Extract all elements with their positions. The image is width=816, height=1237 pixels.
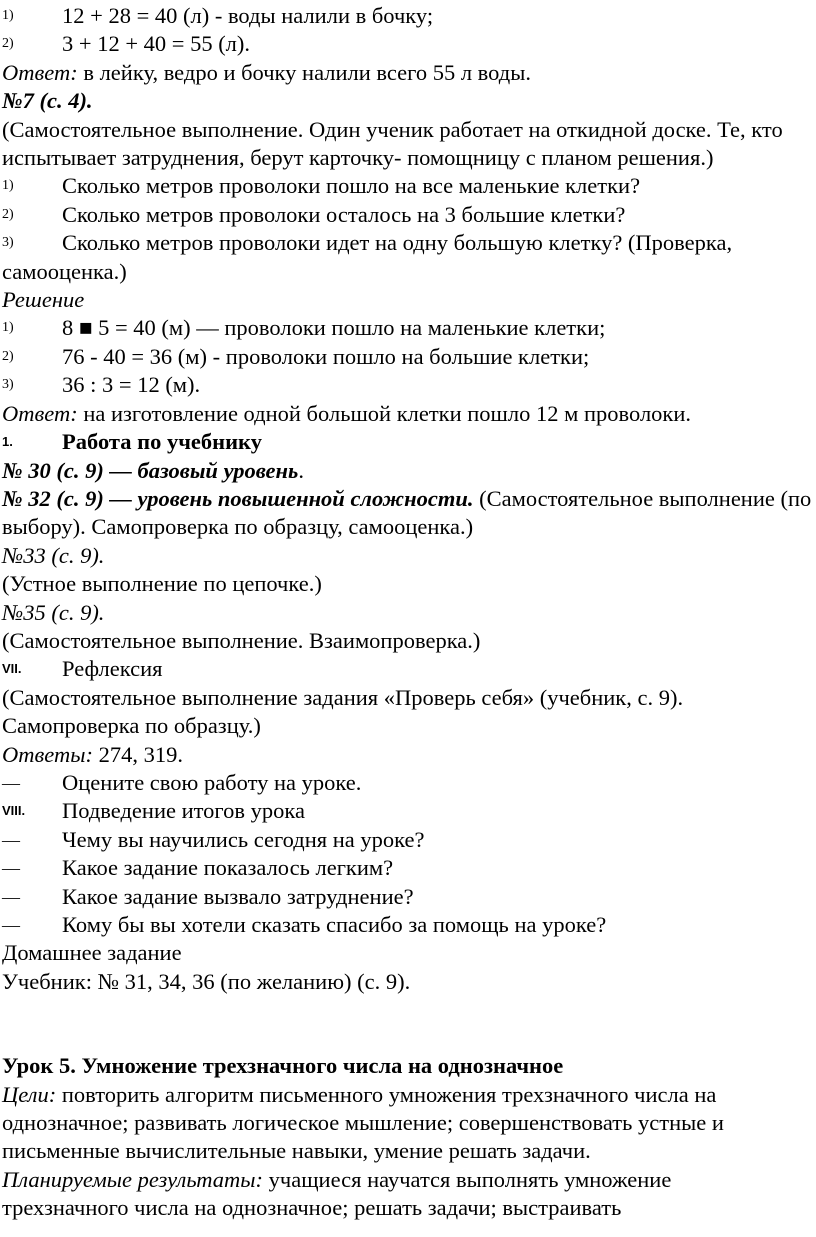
dash-marker: — [2, 886, 20, 907]
section-number: VII. [2, 661, 22, 677]
task-ref: №33 (с. 9). [2, 542, 105, 568]
task-note: (Устное выполнение по цепочке.) [2, 571, 322, 597]
answer-line [2, 59, 816, 87]
list-item [2, 343, 816, 371]
task-line [2, 457, 816, 485]
dash-marker: — [2, 829, 20, 850]
solution-step: 76 - 40 = 36 (м) - проволоки пошло на большие клетки; [62, 343, 590, 369]
list-item [2, 371, 816, 399]
results-text: учащиеся научатся выполнять умножение трехзначного числа на однозначное; решать задачи; выстраивать [2, 1166, 672, 1221]
task-heading: №7 (с. 4). [2, 88, 93, 114]
section-title: Подведение итогов урока [62, 798, 305, 824]
spacer [2, 996, 816, 1052]
question-text: Сколько метров проволоки осталось на 3 большие клетки? [62, 201, 626, 227]
list-marker: 2) [2, 206, 14, 222]
reflection-question: Оцените свою работу на уроке. [62, 769, 362, 795]
results-paragraph [2, 1166, 782, 1223]
list-item [2, 2, 816, 30]
solution-step: 8 ■ 5 = 40 (м) — проволоки пошло на маленькие клетки; [62, 315, 606, 341]
task-note: (Самостоятельное выполнение. Взаимопроверка.) [2, 627, 481, 653]
answer-line [2, 400, 816, 428]
goals-paragraph [2, 1081, 802, 1166]
list-item [2, 826, 816, 854]
list-marker: 3) [2, 377, 14, 393]
task-ref: № 30 (с. 9) — базовый уровень [2, 457, 299, 483]
task-note: (Самостоятельное выполнение (по выбору). Самопроверка по образцу, самооценка.) [2, 485, 812, 540]
answer-label: Ответ: [2, 59, 78, 85]
dash-marker: — [2, 858, 20, 879]
list-item [2, 30, 816, 58]
task-ref: №35 (с. 9). [2, 599, 105, 625]
task-ref-dot: . [298, 457, 304, 483]
list-marker: 1) [2, 178, 14, 194]
summary-question: Кому бы вы хотели сказать спасибо за помощь на уроке? [62, 912, 607, 937]
answer-text: в лейку, ведро и бочку налили всего 55 л воды. [77, 59, 531, 85]
results-label: Планируемые результаты: [2, 1166, 264, 1192]
list-item [2, 172, 816, 200]
solution-step: 36 : 3 = 12 (м). [62, 372, 201, 398]
list-item [2, 769, 816, 797]
section-number: 1. [2, 434, 13, 450]
list-item [2, 229, 816, 257]
list-item [2, 911, 816, 939]
question-text: Сколько метров проволоки пошло на все маленькие клетки? [62, 173, 641, 199]
task-line [2, 485, 814, 542]
question-continuation: самооценка.) [2, 258, 127, 284]
list-item [2, 854, 816, 882]
solution-heading: Решение [2, 287, 85, 313]
section-heading [2, 655, 816, 683]
list-item [2, 201, 816, 229]
list-item [2, 314, 816, 342]
section-heading [2, 428, 816, 456]
dash-marker: — [2, 915, 20, 935]
section-number: VIII. [2, 803, 26, 819]
calc-line: 12 + 28 = 40 (л) - воды налили в бочку; [62, 3, 434, 28]
section-title: Работа по учебнику [62, 429, 262, 455]
calc-line: 3 + 12 + 40 = 55 (л). [62, 31, 251, 57]
answer-label: Ответ: [2, 400, 78, 426]
section-heading [2, 797, 816, 825]
task-ref: № 32 (с. 9) — уровень повышенной сложности. [2, 485, 474, 511]
summary-question: Чему вы научились сегодня на уроке? [62, 826, 425, 852]
goals-label: Цели: [2, 1081, 57, 1107]
paragraph: (Самостоятельное выполнение задания «Проверь себя» (учебник, с. 9). Самопроверка по образцу.) [2, 684, 684, 739]
dash-marker: — [2, 772, 20, 793]
homework-text: Учебник: № 31, 34, 36 (по желанию) (с. 9). [2, 968, 411, 994]
list-marker: 2) [2, 36, 14, 52]
list-marker: 3) [2, 235, 14, 251]
answer-text: на изготовление одной большой клетки пошло 12 м проволоки. [77, 400, 692, 426]
list-marker: 1) [2, 320, 14, 336]
answer-label: Ответы: [2, 741, 93, 767]
summary-question: Какое задание показалось легким? [62, 855, 394, 881]
answer-line [2, 741, 816, 769]
section-title: Рефлексия [62, 656, 163, 682]
paragraph: (Самостоятельное выполнение. Один ученик работает на откидной доске. Те, кто испытывает затруднения, берут карточку- помощницу с планом решения.) [2, 116, 783, 171]
question-text: Сколько метров проволоки идет на одну большую клетку? (Проверка, [62, 230, 733, 256]
answer-text: 274, 319. [92, 741, 183, 767]
homework-heading: Домашнее задание [2, 940, 182, 966]
goals-text: повторить алгоритм письменного умножения трехзначного числа на однозначное; развивать логическое мышление; совершенствовать устные и письменные вычислительные навыки, умение решать задачи. [2, 1081, 724, 1164]
summary-question: Какое задание вызвало затруднение? [62, 883, 414, 909]
lesson-title: Урок 5. Умножение трехзначного числа на однозначное [2, 1053, 564, 1079]
list-item [2, 883, 816, 911]
list-marker: 1) [2, 8, 14, 23]
list-marker: 2) [2, 348, 14, 364]
